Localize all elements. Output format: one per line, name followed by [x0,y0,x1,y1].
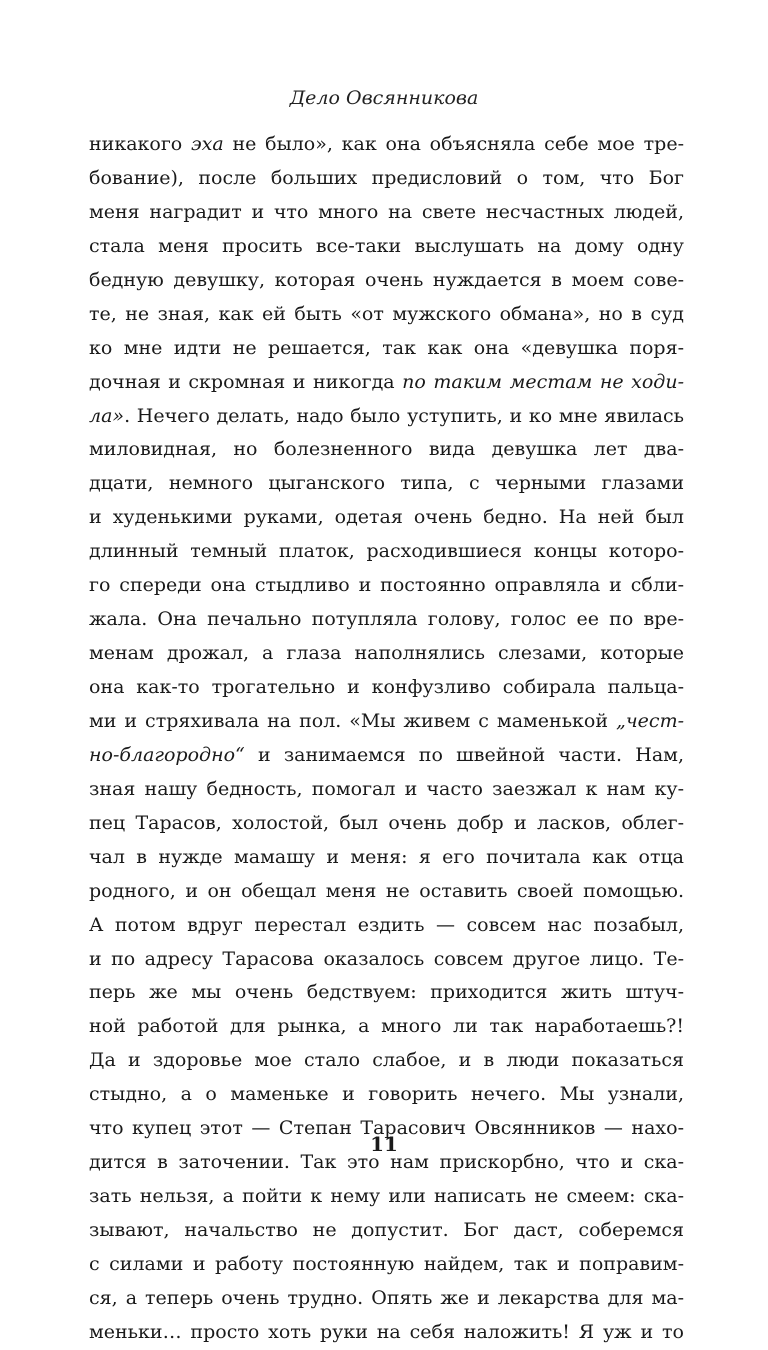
text-line [89,467,684,501]
text-line [89,1214,684,1248]
text-line [89,1078,684,1112]
text-segment: не было», как она объясняла себе мое тре- [223,133,684,155]
text-segment: миловидная, но болезненного вида девушка лет два- [89,438,684,461]
text-line [89,196,684,230]
text-segment: зать нельзя, а пойти к нему или написать не смеем: ска- [89,1185,684,1208]
text-segment: ной работой для рынка, а много ли так наработаешь?! [89,1015,684,1038]
text-line [89,332,684,366]
text-line [89,535,684,569]
text-line [89,671,684,705]
text-segment: меньки… просто хоть руки на себя наложить! Я уж и то [89,1320,684,1343]
text-line [89,909,684,943]
text-line [89,433,684,467]
text-segment: и по адресу Тарасова оказалось совсем другое лицо. Те- [89,947,684,970]
text-line [89,162,684,196]
text-segment: ся, а теперь очень трудно. Опять же и лекарства для ма- [89,1286,684,1309]
text-segment: что купец этот — Степан Тарасович Овсянников — нахо- [89,1117,684,1140]
text-segment: . Нечего делать, надо было уступить, и ко мне явилась [124,404,684,427]
text-line [89,264,684,298]
text-segment: чал в нужде мамашу и меня: я его почитала как отца [89,845,684,868]
text-line [89,773,684,807]
text-line [89,841,684,875]
text-line [89,1282,684,1316]
text-segment: ко мне идти не решается, так как она «девушка поря- [89,336,684,359]
text-segment: зная нашу бедность, помогал и часто заезжал к нам ку- [89,777,684,800]
text-segment: жала. Она печально потупляла голову, голос ее по вре- [89,608,684,631]
text-line [89,366,684,400]
text-line [89,128,684,162]
italic-text: но-благородно“ [89,743,245,766]
text-segment: перь же мы очень бедствуем: приходится жить штуч- [89,981,684,1004]
text-segment: стыдно, а о маменьке и говорить нечего. Мы узнали, [89,1083,684,1106]
text-segment: менам дрожал, а глаза наполнялись слезами, которые [89,642,684,665]
text-line [89,569,684,603]
text-segment: го спереди она стыдливо и постоянно оправляла и сбли- [89,574,684,597]
text-line [89,1044,684,1078]
text-segment: зывают, начальство не допустит. Бог даст, соберемся [89,1219,684,1241]
text-segment: ми и стряхивала на пол. «Мы живем с маменькой [89,709,617,732]
body-text [89,128,684,1350]
text-segment: и занимаемся по швейной части. Нам, [244,743,684,766]
text-segment: бедную девушку, которая очень нуждается в моем сове- [89,268,684,291]
running-head: Дело Овсянникова [289,87,479,109]
text-segment: родного, и он обещал меня не оставить своей помощью. [89,879,684,902]
text-segment: меня наградит и что много на свете несчастных людей, [89,200,684,223]
text-line [89,501,684,535]
text-line [89,603,684,637]
text-segment: и худенькими руками, одетая очень бедно. На ней был [89,506,684,529]
text-line [89,298,684,332]
text-segment: никакого [89,133,192,155]
text-segment: дится в заточении. Так это нам прискорбно, что и ска- [89,1151,684,1174]
text-segment: длинный темный платок, расходившиеся концы которо- [89,540,684,563]
italic-text: ла» [89,404,125,427]
text-line [89,739,684,773]
text-segment: пец Тарасов, холостой, был очень добр и ласков, облег- [89,811,684,834]
text-line [89,943,684,977]
text-line [89,637,684,671]
text-line [89,875,684,909]
italic-text: „чест- [616,709,684,732]
text-segment: бование), после больших предисловий о том, что Бог [89,166,684,189]
text-line [89,705,684,739]
text-line [89,230,684,264]
text-line [89,1180,684,1214]
text-line [89,976,684,1010]
text-line [89,1316,684,1350]
text-line [89,807,684,841]
text-segment: с силами и работу постоянную найдем, так и поправим- [89,1252,684,1275]
text-segment: Да и здоровье мое стало слабое, и в люди показаться [89,1049,684,1072]
italic-text: эха [191,133,224,155]
text-line [89,400,684,434]
text-segment: те, не зная, как ей быть «от мужского обмана», но в суд [89,302,684,325]
text-segment: дцати, немного цыганского типа, с черными глазами [89,472,684,495]
text-segment: дочная и скромная и никогда [89,370,403,393]
text-segment: А потом вдруг перестал ездить — совсем нас позабыл, [89,913,684,936]
text-line [89,1010,684,1044]
text-segment: она как-то трогательно и конфузливо собирала пальца- [89,676,684,698]
page-number: 11 [370,1132,398,1156]
text-segment: стала меня просить все-таки выслушать на дому одну [89,234,684,257]
italic-text: по таким местам не ходи- [402,370,684,393]
text-line [89,1248,684,1282]
